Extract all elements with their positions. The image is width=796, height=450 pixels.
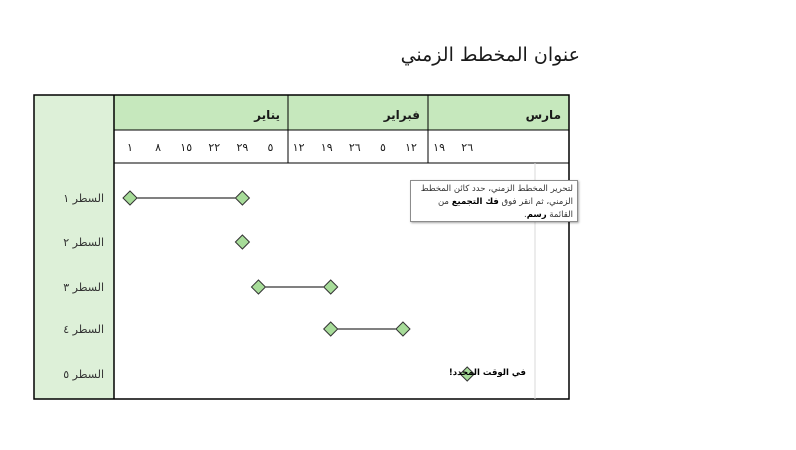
tick-label: ٢٦ — [348, 141, 361, 154]
tick-label: ١ — [127, 141, 133, 154]
row-label: السطر ٥ — [63, 368, 104, 381]
tick-label: ٢٦ — [461, 141, 474, 154]
note-line-1: لتحرير المخطط الزمني، حدد كائن المخطط — [420, 184, 573, 194]
tick-label: ١٢ — [292, 141, 305, 154]
task-end-diamond — [235, 191, 249, 205]
month-header-band — [114, 95, 569, 130]
edit-instructions-note — [410, 180, 578, 222]
task-start-diamond — [123, 191, 137, 205]
month-label: مارس — [525, 108, 561, 122]
tick-label: ٥ — [267, 141, 274, 154]
task-start-diamond — [235, 235, 249, 249]
row-label: السطر ٢ — [63, 236, 104, 249]
row-label: السطر ٣ — [63, 281, 104, 294]
tick-label: ١٢ — [405, 141, 417, 154]
row-label: السطر ٤ — [63, 323, 104, 336]
month-label: يناير — [254, 108, 280, 122]
row-label: السطر ١ — [63, 192, 104, 205]
task-start-diamond — [324, 322, 338, 336]
note-ungroup-bold: فك التجميع — [451, 197, 499, 207]
task-end-diamond — [324, 280, 338, 294]
task-end-diamond — [396, 322, 410, 336]
note-draw-bold: رسم — [526, 210, 547, 220]
chart-title: عنوان المخطط الزمني — [400, 44, 580, 66]
tick-label: ١٩ — [433, 141, 446, 154]
tick-label: ٢٢ — [208, 141, 221, 154]
note-line-2: الزمني، ثم انقر فوق فك التجميع من القائمة رسم. — [437, 197, 573, 220]
milestone-label: في الوقت المحدد! — [448, 368, 526, 378]
month-label: فبراير — [383, 108, 420, 122]
tick-label: ٥ — [379, 141, 386, 154]
tick-label: ٢٩ — [236, 141, 249, 154]
tick-label: ٨ — [155, 141, 162, 154]
tick-label: ١٩ — [320, 141, 333, 154]
tick-label: ١٥ — [180, 141, 193, 154]
task-start-diamond — [251, 280, 265, 294]
